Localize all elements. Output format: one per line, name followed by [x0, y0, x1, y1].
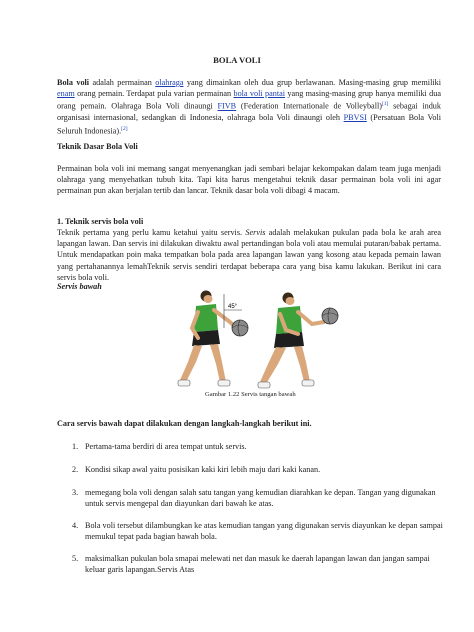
intro-text: orang pemain. Terdapat pula varian permainan: [74, 89, 234, 99]
intro-text: adalah permainan: [89, 78, 156, 87]
step-text: memegang bola voli dengan salah satu tangan yang kemudian diarahkan ke depan. Tangan yang digunakan untuk servis mengepal dan diayunkan dari bawah ke atas.: [85, 488, 436, 509]
player-right-figure: [258, 293, 324, 389]
intro-text: yang dimainkan oleh dua grup berlawanan. Masing-masing grup memiliki: [183, 78, 441, 87]
step-number: 5.: [72, 554, 79, 563]
ball-right: [322, 308, 338, 324]
reference-1[interactable]: [1]: [381, 101, 389, 108]
document-title: BOLA VOLI: [213, 55, 261, 65]
intro-text: sebagai induk organisasi internasional, sedangkan di Indonesia, olahraga bola Voli dinaungi oleh: [57, 102, 441, 123]
intro-bold-term: Bola voli: [57, 78, 90, 87]
intro-text: yang masing-masing grup hanya memiliki dua orang pemain. Olahraga Bola Voli dinaungi: [57, 89, 442, 112]
step-text: Kondisi sikap awal yaitu posisikan kaki kiri lebih maju dari kaki kanan.: [85, 465, 321, 474]
servis-paragraph: [57, 227, 441, 283]
step-number: 4.: [72, 521, 79, 530]
figure-caption: Gambar 1.22 Servis tangan bawah: [205, 391, 296, 398]
servis-text: Teknik pertama yang perlu kamu ketahui yaitu servis.: [57, 228, 246, 237]
intro-paragraph: [57, 77, 441, 136]
section-paragraph: Permainan bola voli ini memang sangat menyenangkan jadi sembari belajar kekompakan dalam team juga menjadi olahraga yang menyehatkan tubuh kita. Tapi kita harus mengetahui teknik dasar permainan bola voli ini agar permainan pun akan berjalan tertib dan lancar. Teknik dasar bola voli dibagi 4 macam.: [57, 164, 441, 196]
step-number: 3.: [72, 488, 79, 497]
subsection-heading: 1. Teknik servis bola voli: [57, 217, 144, 226]
link-enam[interactable]: enam: [57, 89, 75, 99]
step-text: maksimalkan pukulan bola smapai melewati net dan masuk ke daerah lapangan lawan dan jangan sampai keluar garis lapangan.Servis Atas: [85, 554, 430, 575]
ball-left: [232, 320, 248, 336]
servis-bawah-heading: Servis bawah: [57, 282, 102, 291]
link-pbvsi[interactable]: PBVSI: [343, 113, 367, 123]
intro-text: (Persatuan Bola Voli Seluruh Indonesia).: [57, 113, 441, 136]
step-number: 2.: [72, 465, 79, 474]
link-fivb[interactable]: FIVB: [217, 102, 237, 112]
angle-label: 45°: [228, 304, 238, 310]
step-text: Pertama-tama berdiri di area tempat untuk servis.: [85, 442, 247, 451]
step-text: Bola voli tersebut dilambungkan ke atas kemudian tangan yang digunakan servis diayunkan ke depan sampai memukul tepat pada bagian bawah bola.: [85, 521, 443, 542]
link-olahraga[interactable]: olahraga: [155, 78, 184, 87]
servis-bawah-illustration: [158, 288, 358, 400]
section-title: Teknik Dasar Bola Voli: [57, 142, 138, 151]
servis-text: adalah melakukan pukulan pada bola ke arah area lapangan lawan. Dan servis ini dilakukan diwaktu awal pertandingan bola voli atau memulai putaran/babak pertama. Untuk mendapatkan poin maka tempatkan bola pada area lapangan lawan yang kosong atau kepada pemain lawan yang pertahanannya lemahTeknik servis sendiri terdapat beberapa cara yang bisa kamu lakukan. Berikut ini cara servis bola voli.: [57, 228, 441, 282]
reference-2[interactable]: [2]: [121, 125, 128, 132]
intro-text: (Federation Internationale de Volleyball): [236, 102, 382, 112]
link-bola-voli-pantai[interactable]: bola voli pantai: [233, 89, 286, 99]
servis-italic-term: Servis: [245, 228, 266, 237]
step-number: 1.: [72, 442, 79, 451]
steps-heading: Cara servis bawah dapat dilakukan dengan langkah-langkah berikut ini.: [57, 419, 312, 428]
